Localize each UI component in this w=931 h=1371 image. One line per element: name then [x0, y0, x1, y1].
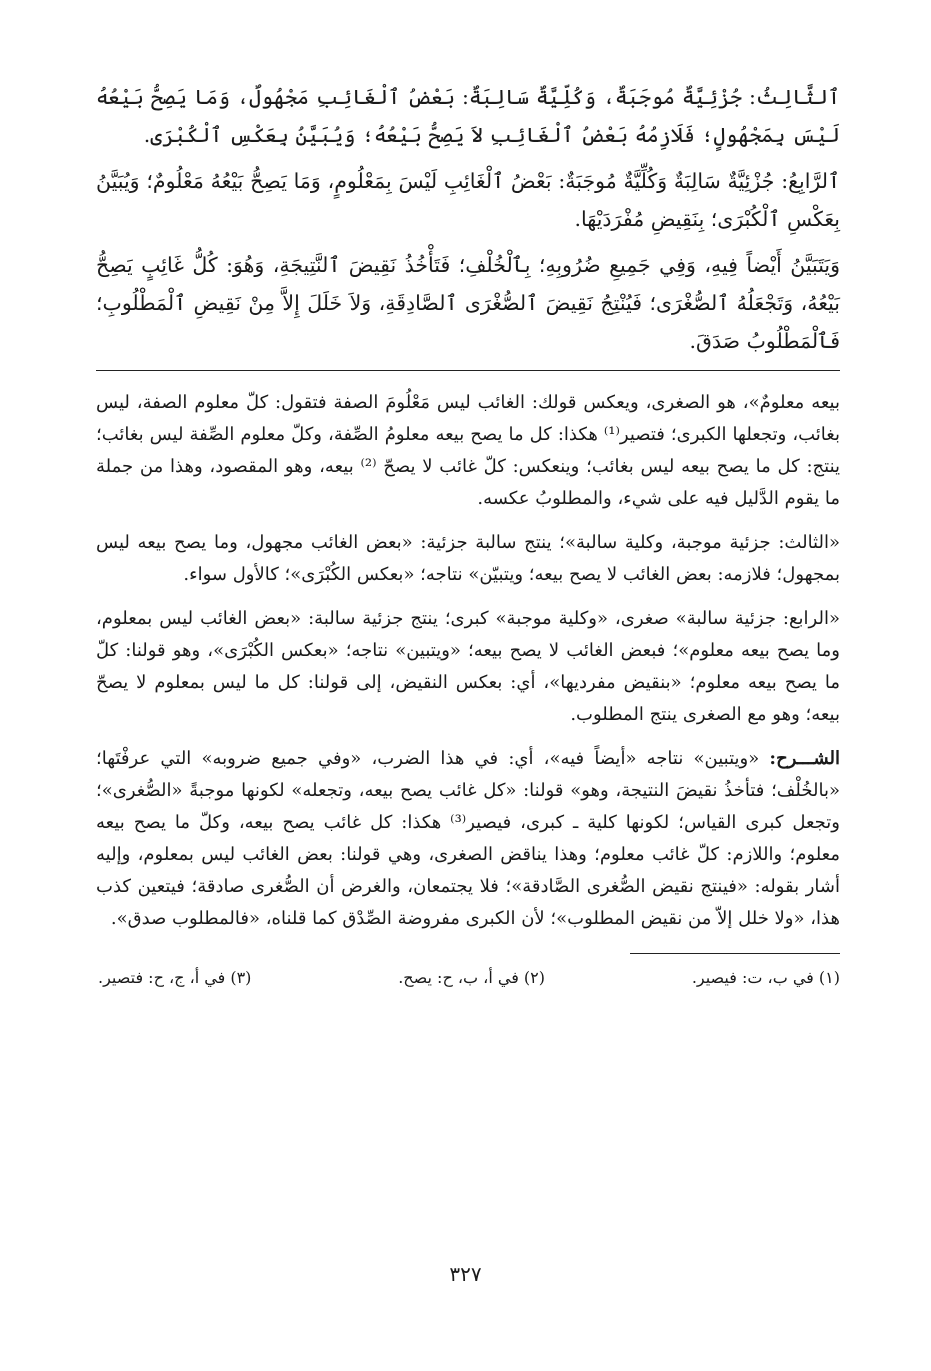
footnotes — [96, 966, 840, 990]
matn-paragraph-fourth-mood: ٱلرَّابِعُ: جُزْئِيَّةٌ سَالِبَةٌ وَكُلِّيَّةٌ مُوجَبَةٌ: بَعْضُ ٱلْغَائِبِ لَيْسَ بِمَعْلُومٍ، وَمَا يَصِحُّ بَيْعُهُ مَعْلُومٌ؛ وَيُبَيَّنُ بِعَكْسِ ٱلْكُبْرَى؛ بِنَقِيضِ مُفْرَدَيْهَا. — [96, 169, 840, 231]
sharh-paragraph-continuation: بيعه معلومٌ»، هو الصغرى، ويعكس قولك: الغائب ليس مَعْلُومَ الصفة فتقول: كلّ معلوم الصفة، ليس بغائب، وتجعلها الكبرى؛ فتصير⁽¹⁾ هكذا: كل ما يصح بيعه معلومُ الصِّفة، وكلّ معلوم الصِّفة ليس بغائب؛ ينتج: كل ما يصح بيعه ليس بغائب؛ وينعكس: كلّ غائب لا يصحّ ⁽²⁾ بيعه، وهو المقصود، وهذا من جملة ما يقوم الدَّليل فيه على شيء، والمطلوبُ عكسه. — [96, 392, 841, 509]
sharh-paragraph-khulf-text: «ويتبين» نتاجه «أيضاً فيه»، أي: في هذا الضرب، «وفي جميع ضروبه» التي عرفْتَها؛ «بالخُلْف؛ فتأخذُ نقيضَ النتيجة، وهو» قولنا: «كل غائب يصح بيعه، وتجعله» لكونها موجبةً «الصُّغرى»؛ وتجعل كبرى القياس؛ لكونها كلية ـ كبرى، فيصير⁽³⁾ هكذا: كل غائب يصح بيعه، وكلّ ما يصح بيعه معلوم؛ واللازم: كلّ غائب معلوم؛ وهذا يناقض الصغرى، وهي قولنا: بعض الغائب ليس بمعلوم، وإليه أشار بقوله: «فينتج نقيض الصُّغرى الصَّادقة»؛ فلا يجتمعان، والغرض أن الصُّغرى صادقة؛ فيتعين كذب هذا، «ولا خلل إلاّ من نقيض المطلوب»؛ لأن الكبرى مفروضة الصِّدْق كما قلناه، «فالمطلوب صدق». — [96, 748, 840, 929]
footnote-1: (١) في ب، ت: فيصير. — [691, 968, 840, 987]
sharh-paragraph-fourth: «الرابع: جزئية سالبة» صغرى، «وكلية موجبة» كبرى؛ ينتج جزئية سالبة: «بعض الغائب ليس بمعلوم، وما يصح بيعه معلوم»؛ فبعض الغائب لا يصح بيعه؛ «ويتبين» نتاجه؛ «بعكس الكُبْرَى»، وهو قولنا: كلّ ما يصح بيعه معلوم؛ «بنقيض مفرديها»، أي: بعكس النقيض، إلى قولنا: كل ما ليس بمعلوم لا يصحّ بيعه؛ وهو مع الصغرى ينتج المطلوب. — [96, 608, 840, 725]
page-body — [96, 78, 840, 990]
footnote-3: (٣) في أ، ج، ح: فتصير. — [98, 968, 252, 987]
sharh-paragraph-third: «الثالث: جزئية موجبة، وكلية سالبة»؛ ينتج سالبة جزئية: «بعض الغائب مجهول، وما يصح بيعه ليس بمجهول؛ فلازمه: بعض الغائب لا يصح بيعه؛ ويتبيّن» نتاجه؛ «بعكس الكُبْرَى»؛ كالأول سواء. — [96, 532, 840, 585]
footnote-2: (٢) في أ، ب، ح: يصح. — [398, 968, 546, 987]
footnote-divider — [630, 953, 840, 954]
sharh-label: الشـــرح: — [769, 748, 840, 769]
matn-paragraph-third-mood: ٱلثَّالِثُ: جُزْئِيَّةٌ مُوجَبَةٌ، وَكُلِّيَّةٌ سَالِبَةٌ: بَعْضُ ٱلْغَائِبِ مَجْهُولٌ، وَمَا يَصِحُّ بَيْعُهُ لَيْسَ بِمَجْهُولٍ؛ فَلَازِمُهُ بَعْضُ ٱلْغَائِبِ لاَ يَصِحُّ بَيْعُهُ؛ وَيُبَيَّنُ بِعَكْسِ ٱلْكُبْرَى. — [96, 85, 840, 147]
section-divider — [96, 370, 840, 371]
matn-paragraph-khulf: وَيَتَبَيَّنُ أَيْضاً فِيهِ، وَفِي جَمِيعِ ضُرُوبِهِ؛ بِٱلْخُلْفِ؛ فَتَأْخُذُ نَقِيضَ ٱلنَّتِيجَةِ، وَهُوَ: كُلُّ غَائِبٍ يَصِحُّ بَيْعُهُ، وَتَجْعَلُهُ ٱلصُّغْرَى؛ فَيُنْتِجُ نَقِيضَ ٱلصُّغْرَى ٱلصَّادِقَةِ، وَلاَ خَلَلَ إِلاَّ مِنْ نَقِيضِ ٱلْمَطْلُوبِ؛ فَٱلْمَطْلُوبُ صَدَقَ. — [96, 253, 840, 353]
matn-section — [96, 78, 840, 360]
sharh-section — [96, 387, 840, 935]
page-number: ٣٢٧ — [449, 1262, 482, 1286]
sharh-paragraph-khulf — [96, 743, 840, 935]
